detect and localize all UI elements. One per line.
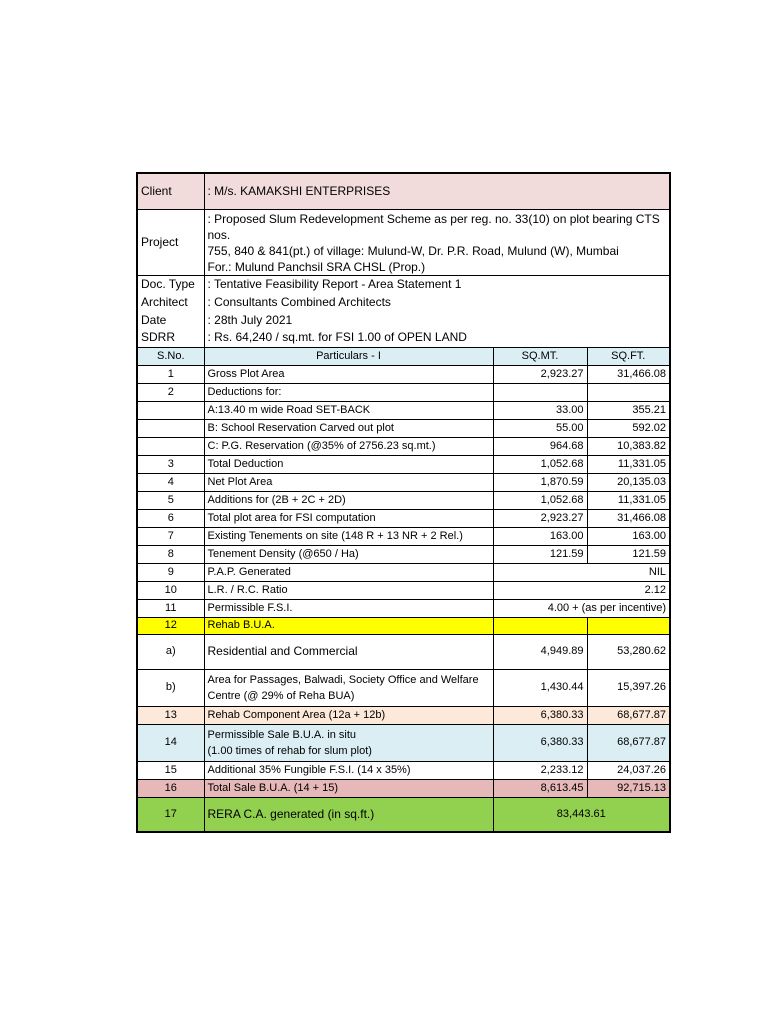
row-sno: 2 [137,383,204,401]
row-sno: 8 [137,545,204,563]
row-16-particulars: Total Sale B.U.A. (14 + 15) [204,779,493,797]
row-sqmt: 1,052.68 [493,491,587,509]
sdrr-row [137,329,670,347]
row-sno: 4 [137,473,204,491]
row-particulars: Permissible F.S.I. [204,599,493,617]
row-12b-sqft: 15,397.26 [587,669,670,706]
row-particulars: Net Plot Area [204,473,493,491]
row-sno: 5 [137,491,204,509]
row-sno: 3 [137,455,204,473]
row-particulars: A:13.40 m wide Road SET-BACK [204,401,493,419]
row-sno [137,419,204,437]
row-14-sno: 14 [137,724,204,761]
row-12a-sqft: 53,280.62 [587,634,670,669]
doctype-row [137,275,670,293]
row-sqmt: 964.68 [493,437,587,455]
project-row [137,209,670,275]
row-13-sno: 13 [137,706,204,724]
row-sno: 1 [137,365,204,383]
table-row [137,383,670,401]
table-row-16 [137,779,670,797]
sdrr-label: SDRR [137,329,204,347]
table-row-12 [137,617,670,634]
row-particulars: Additions for (2B + 2C + 2D) [204,491,493,509]
row-sqft [587,383,670,401]
row-particulars: Existing Tenements on site (148 R + 13 NR + 2 Rel.) [204,527,493,545]
table-row-14 [137,724,670,761]
row-15-particulars: Additional 35% Fungible F.S.I. (14 x 35%) [204,761,493,779]
project-value [204,209,670,275]
row-16-sqmt: 8,613.45 [493,779,587,797]
table-row-15 [137,761,670,779]
table-row [137,581,670,599]
row-12a-particulars: Residential and Commercial [204,634,493,669]
row-15-sno: 15 [137,761,204,779]
row-12b-particulars [204,669,493,706]
row-sno [137,401,204,419]
data-rows [137,365,670,617]
row-13-sqft: 68,677.87 [587,706,670,724]
row-sno [137,437,204,455]
table-row [137,401,670,419]
table-row [137,419,670,437]
table-row [137,599,670,617]
row-particulars: Deductions for: [204,383,493,401]
row-sqft: 121.59 [587,545,670,563]
col-sqft: SQ.FT. [587,347,670,365]
client-label: Client [137,173,204,209]
table-row [137,365,670,383]
row-particulars: B: School Reservation Carved out plot [204,419,493,437]
doctype-value: : Tentative Feasibility Report - Area Statement 1 [204,275,670,293]
project-line-2: 755, 840 & 841(pt.) of village: Mulund-W, Dr. P.R. Road, Mulund (W), Mumbai [207,243,619,258]
row-merged-value: NIL [493,563,670,581]
col-sno: S.No. [137,347,204,365]
row-particulars: Total plot area for FSI computation [204,509,493,527]
column-header-row [137,347,670,365]
table-row [137,527,670,545]
row-12a-sqmt: 4,949.89 [493,634,587,669]
row-sqft: 31,466.08 [587,509,670,527]
row-sno: 9 [137,563,204,581]
row-particulars: P.A.P. Generated [204,563,493,581]
table-row [137,491,670,509]
row-particulars: L.R. / R.C. Ratio [204,581,493,599]
row-17-particulars: RERA C.A. generated (in sq.ft.) [204,797,493,832]
row-16-sno: 16 [137,779,204,797]
project-line-3: For.: Mulund Panchsil SRA CHSL (Prop.) [207,259,426,274]
row-15-sqft: 24,037.26 [587,761,670,779]
row-sqmt: 121.59 [493,545,587,563]
project-line-1: : Proposed Slum Redevelopment Scheme as per reg. no. 33(10) on plot bearing CTS nos. [207,211,660,242]
client-value: : M/s. KAMAKSHI ENTERPRISES [204,173,670,209]
row-12b-particulars-line-2: Centre (@ 29% of Reha BUA) [207,689,355,702]
row-13-sqmt: 6,380.33 [493,706,587,724]
row-12a-sno: a) [137,634,204,669]
date-row [137,311,670,329]
row-sqmt [493,383,587,401]
row-sqmt: 33.00 [493,401,587,419]
row-14-particulars [204,724,493,761]
row-sno: 7 [137,527,204,545]
row-sqft: 592.02 [587,419,670,437]
date-label: Date [137,311,204,329]
table-row-17 [137,797,670,832]
row-17-value: 83,443.61 [493,797,670,832]
row-sqft: 10,383.82 [587,437,670,455]
col-particulars: Particulars - I [204,347,493,365]
row-12-particulars: Rehab B.U.A. [204,617,493,634]
row-sno: 11 [137,599,204,617]
sdrr-value: : Rs. 64,240 / sq.mt. for FSI 1.00 of OPEN LAND [204,329,670,347]
architect-row [137,293,670,311]
row-sno: 6 [137,509,204,527]
col-sqmt: SQ.MT. [493,347,587,365]
table-row-13 [137,706,670,724]
row-17-sno: 17 [137,797,204,832]
row-particulars: Tenement Density (@650 / Ha) [204,545,493,563]
row-12b-sqmt: 1,430.44 [493,669,587,706]
row-16-sqft: 92,715.13 [587,779,670,797]
row-12-sqmt [493,617,587,634]
row-sqft: 163.00 [587,527,670,545]
row-13-particulars: Rehab Component Area (12a + 12b) [204,706,493,724]
row-sqmt: 1,052.68 [493,455,587,473]
row-sqmt: 1,870.59 [493,473,587,491]
row-sqft: 31,466.08 [587,365,670,383]
row-12b-particulars-line-1: Area for Passages, Balwadi, Society Office and Welfare [207,673,479,686]
row-merged-value: 2.12 [493,581,670,599]
row-sqft: 355.21 [587,401,670,419]
architect-label: Architect [137,293,204,311]
table-row-12b [137,669,670,706]
table-row [137,509,670,527]
row-particulars: Total Deduction [204,455,493,473]
row-sqft: 20,135.03 [587,473,670,491]
row-15-sqmt: 2,233.12 [493,761,587,779]
row-particulars: Gross Plot Area [204,365,493,383]
table-row-12a [137,634,670,669]
row-sqft: 11,331.05 [587,455,670,473]
table-row [137,473,670,491]
row-sqft: 11,331.05 [587,491,670,509]
row-merged-value: 4.00 + (as per incentive) [493,599,670,617]
table-row [137,563,670,581]
row-sqmt: 2,923.27 [493,509,587,527]
row-14-particulars-line-2: (1.00 times of rehab for slum plot) [207,744,372,757]
doctype-label: Doc. Type [137,275,204,293]
area-statement-sheet [136,172,669,833]
area-statement-table [136,172,671,833]
date-value: : 28th July 2021 [204,311,670,329]
table-row [137,455,670,473]
row-sqmt: 2,923.27 [493,365,587,383]
client-row [137,173,670,209]
row-particulars: C: P.G. Reservation (@35% of 2756.23 sq.mt.) [204,437,493,455]
row-sno: 10 [137,581,204,599]
table-row [137,545,670,563]
row-sqmt: 55.00 [493,419,587,437]
row-12-sqft [587,617,670,634]
row-14-sqmt: 6,380.33 [493,724,587,761]
row-14-sqft: 68,677.87 [587,724,670,761]
row-sqmt: 163.00 [493,527,587,545]
row-14-particulars-line-1: Permissible Sale B.U.A. in situ [207,728,357,741]
architect-value: : Consultants Combined Architects [204,293,670,311]
row-12-sno: 12 [137,617,204,634]
project-label: Project [137,209,204,275]
table-row [137,437,670,455]
row-12b-sno: b) [137,669,204,706]
